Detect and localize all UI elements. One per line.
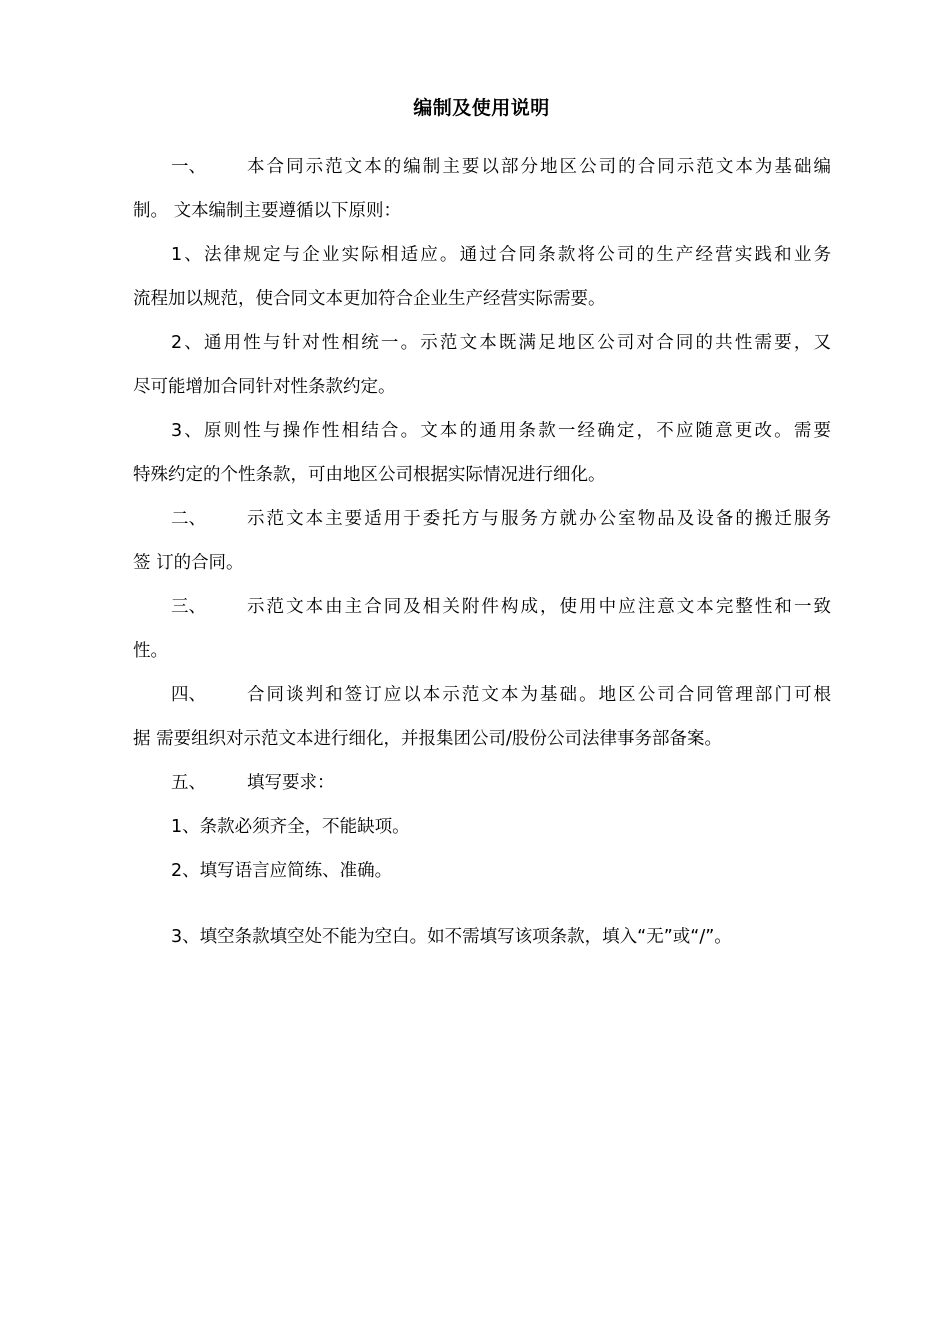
- principle-2-line-2: 尽可能增加合同针对性条款约定。: [133, 377, 396, 397]
- section-4-line-2: 据 需要组织对示范文本进行细化，并报集团公司/股份公司法律事务部备案。: [133, 729, 722, 749]
- section-5-number: 五、: [171, 773, 206, 793]
- requirement-3: 3、填空条款填空处不能为空白。如不需填写该项条款，填入“无”或“/”。: [171, 927, 732, 947]
- principle-1-line-2: 流程加以规范，使合同文本更加符合企业生产经营实际需要。: [133, 289, 606, 309]
- section-3-number: 三、: [171, 597, 206, 617]
- spacer: [133, 893, 831, 915]
- principle-1-line-1: [133, 233, 831, 277]
- document-body: [133, 145, 831, 959]
- section-4-line-1: [133, 673, 831, 717]
- section-5-text: 填写要求：: [247, 773, 335, 793]
- section-3-line-1: [133, 585, 831, 629]
- section-4-text: 合同谈判和签订应以本示范文本为基础。地区公司合同管理部门可根: [247, 685, 831, 705]
- section-1-number: 一、: [171, 157, 206, 177]
- principle-2-text: 2、通用性与针对性相统一。示范文本既满足地区公司对合同的共性需要，又: [171, 333, 831, 353]
- section-2-text: 示范文本主要适用于委托方与服务方就办公室物品及设备的搬迁服务: [247, 509, 831, 529]
- principle-1-text: 1、法律规定与企业实际相适应。通过合同条款将公司的生产经营实践和业务: [171, 245, 831, 265]
- principle-2-line-1: [133, 321, 831, 365]
- section-4-number: 四、: [171, 685, 206, 705]
- section-2-number: 二、: [171, 509, 206, 529]
- principle-3-line-2: 特殊约定的个性条款，可由地区公司根据实际情况进行细化。: [133, 465, 606, 485]
- requirement-1: 1、条款必须齐全，不能缺项。: [171, 817, 410, 837]
- document-title: 编制及使用说明: [413, 97, 550, 119]
- section-1-text: 本合同示范文本的编制主要以部分地区公司的合同示范文本为基础编: [247, 157, 831, 177]
- section-1-line-2: 制。 文本编制主要遵循以下原则：: [133, 201, 402, 221]
- section-1-line-1: [133, 145, 831, 189]
- section-3-text: 示范文本由主合同及相关附件构成，使用中应注意文本完整性和一致: [247, 597, 831, 617]
- principle-3-text: 3、原则性与操作性相结合。文本的通用条款一经确定，不应随意更改。需要: [171, 421, 831, 441]
- principle-3-line-1: [133, 409, 831, 453]
- requirement-2: 2、填写语言应简练、准确。: [171, 861, 393, 881]
- section-2-line-2: 签 订的合同。: [133, 553, 244, 573]
- section-3-line-2: 性。: [133, 641, 168, 661]
- section-5-line-1: [133, 761, 831, 805]
- section-2-line-1: [133, 497, 831, 541]
